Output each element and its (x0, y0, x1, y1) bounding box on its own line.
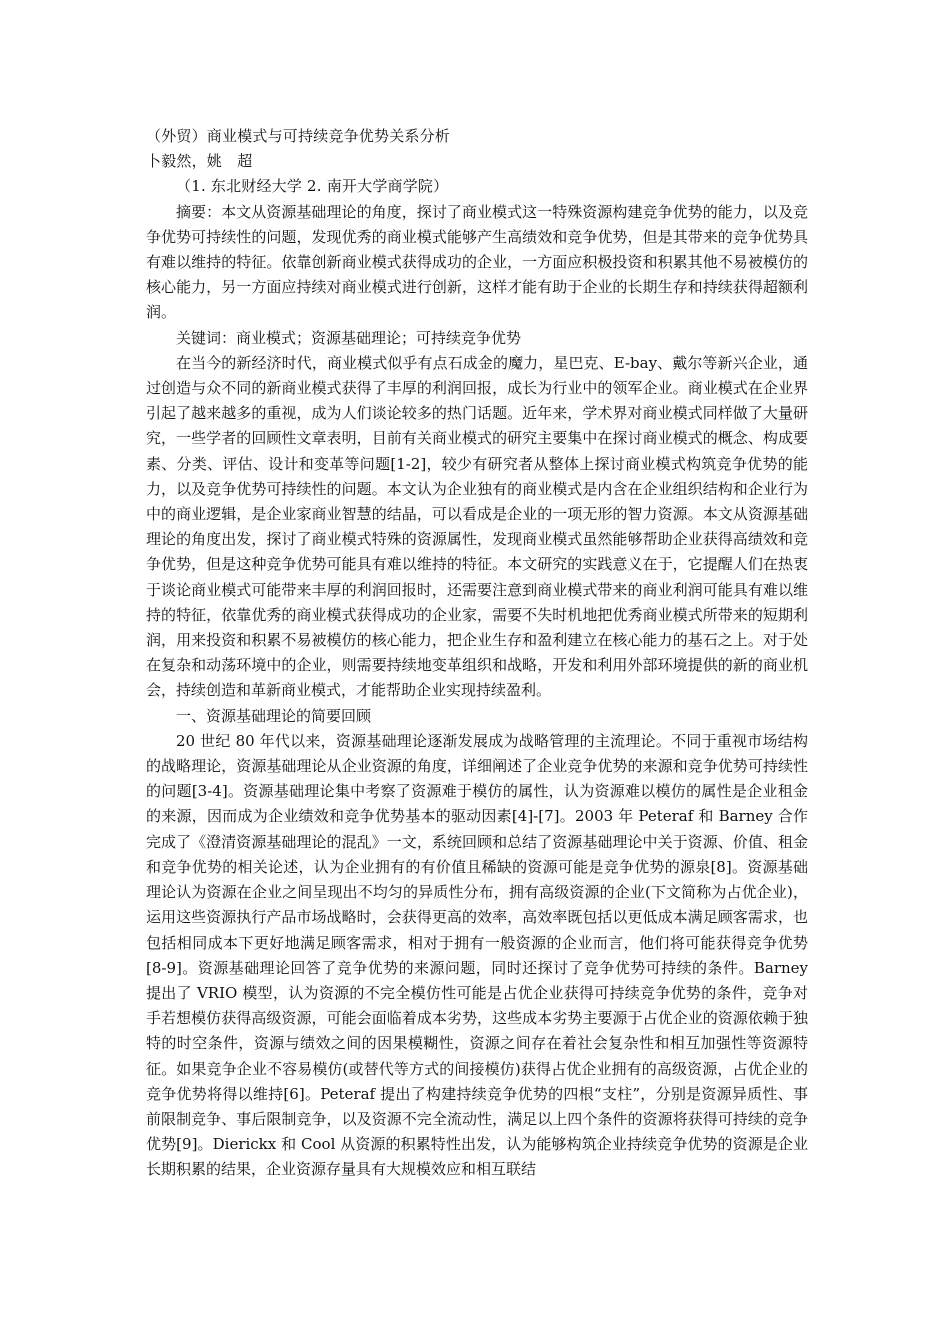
article-authors: 卜毅然，姚 超 (146, 152, 253, 171)
document-page (146, 124, 808, 1183)
article-affiliation: （1. 东北财经大学 2. 南开大学商学院） (176, 177, 449, 196)
abstract-paragraph: 摘要：本文从资源基础理论的角度，探讨了商业模式这一特殊资源构建竞争优势的能力，以及竞争优势可持续性的问题，发现优秀的商业模式能够产生高绩效和竞争优势，但是其带来的竞争优势具有难以维持的特征。依靠创新商业模式获得成功的企业，一方面应积极投资和积累其他不易被模仿的核心能力，另一方面应持续对商业模式进行创新，这样才能有助于企业的长期生存和持续获得超额利润。 (146, 202, 808, 322)
article-title: （外贸）商业模式与可持续竞争优势关系分析 (146, 127, 451, 145)
intro-paragraph: 在当今的新经济时代，商业模式似乎有点石成金的魔力，星巴克、E-bay、戴尔等新兴企业，通过创造与众不同的新商业模式获得了丰厚的利润回报，成长为行业中的领军企业。商业模式在企业界引起了越来越多的重视，成为人们谈论较多的热门话题。近年来，学术界对商业模式同样做了大量研究，一些学者的回顾性文章表明，目前有关商业模式的研究主要集中在探讨商业模式的概念、构成要素、分类、评估、设计和变革等问题[1-2]，较少有研究者从整体上探讨商业模式构筑竞争优势的能力，以及竞争优势可持续性的问题。本文认为企业独有的商业模式是内含在企业组织结构和企业行为中的商业逻辑，是企业家商业智慧的结晶，可以看成是企业的一项无形的智力资源。本文从资源基础理论的角度出发，探讨了商业模式特殊的资源属性，发现商业模式虽然能够帮助企业获得高绩效和竞争优势，但是这种竞争优势可能具有难以维持的特征。本文研究的实践意义在于，它提醒人们在热衷于谈论商业模式可能带来丰厚的利润回报时，还需要注意到商业模式带来的商业利润可能具有难以维持的特征，依靠优秀的商业模式获得成功的企业家，需要不失时机地把优秀商业模式所带来的短期利润，用来投资和积累不易被模仿的核心能力，把企业生存和盈利建立在核心能力的基石之上。对于处在复杂和动荡环境中的企业，则需要持续地变革组织和战略，开发和利用外部环境提供的新的商业机会，持续创造和革新商业模式，才能帮助企业实现持续盈利。 (146, 353, 808, 700)
section-heading: 一、资源基础理论的简要回顾 (176, 706, 372, 725)
section-body-paragraph: 20 世纪 80 年代以来，资源基础理论逐渐发展成为战略管理的主流理论。不同于重视市场结构的战略理论，资源基础理论从企业资源的角度，详细阐述了企业竞争优势的来源和竞争优势可持续性的问题[3-4]。资源基础理论集中考察了资源难于模仿的属性，认为资源难以模仿的属性是企业租金的来源，因而成为企业绩效和竞争优势基本的驱动因素[4]-[7]。2003 年 Peteraf 和 Barney 合作完成了《澄清资源基础理论的混乱》一文，系统回顾和总结了资源基础理论中关于资源、价值、租金和竞争优势的相关论述，认为企业拥有的有价值且稀缺的资源可能是竞争优势的源泉[8]。资源基础理论认为资源在企业之间呈现出不均匀的异质性分布，拥有高级资源的企业(下文简称为占优企业)，运用这些资源执行产品市场战略时，会获得更高的效率，高效率既包括以更低成本满足顾客需求，也包括相同成本下更好地满足顾客需求，相对于拥有一般资源的企业而言，他们将可能获得竞争优势[8-9]。资源基础理论回答了竞争优势的来源问题，同时还探讨了竞争优势可持续的条件。Barney 提出了 VRIO 模型，认为资源的不完全模仿性可能是占优企业获得可持续竞争优势的条件，竞争对手若想模仿获得高级资源，可能会面临着成本劣势，这些成本劣势主要源于占优企业的资源依赖于独特的时空条件，资源与绩效之间的因果模糊性，资源之间存在着社会复杂性和相互加强性等资源特征。如果竞争企业不容易模仿(或替代等方式的间接模仿)获得占优企业拥有的高级资源，占优企业的竞争优势将得以维持[6]。Peteraf 提出了构建持续竞争优势的四根“支柱”，分别是资源异质性、事前限制竞争、事后限制竞争，以及资源不完全流动性，满足以上四个条件的资源将获得可持续的竞争优势[9]。Dierickx 和 Cool 从资源的积累特性出发，认为能够构筑企业持续竞争优势的资源是企业长期积累的结果，企业资源存量具有大规模效应和相互联结 (146, 731, 808, 1179)
keywords-line: 关键词：商业模式；资源基础理论；可持续竞争优势 (176, 328, 522, 347)
